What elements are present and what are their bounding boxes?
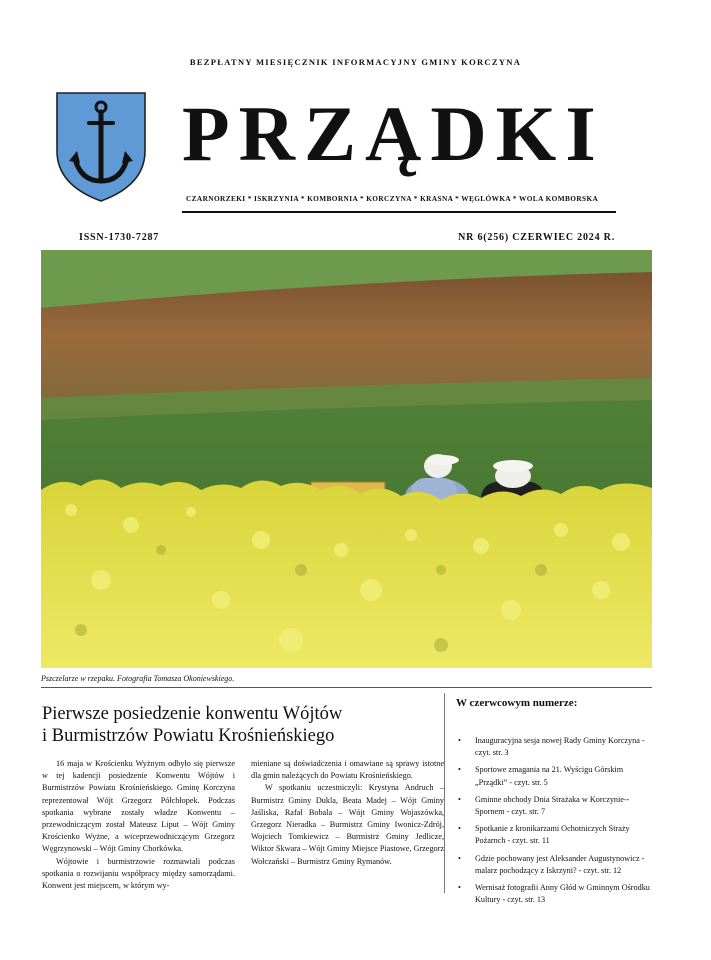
toc-item[interactable]: [458, 823, 654, 847]
bullet-icon: •: [458, 794, 461, 804]
tagline: BEZPŁATNY MIESIĘCZNIK INFORMACYJNY GMINY KORCZYNA: [189, 57, 522, 67]
toc-item-label: Spotkanie z kronikarzami Ochotniczych Straży Pożarnch - czyt. str. 11: [475, 824, 630, 846]
article-paragraph: mieniane są doświadczenia i omawiane są sprawy istotne dla gmin należących do Powiatu Krośnieńskiego.: [251, 759, 444, 781]
column-divider: [444, 693, 445, 893]
header-rule: [182, 211, 616, 213]
caption-rule: [41, 687, 652, 688]
article-column-2: [251, 758, 444, 868]
issue-number: NR 6(256) CZERWIEC 2024 R.: [458, 232, 615, 243]
toc-item-label: Gminne obchody Dnia Strażaka w Korczynie--Spornem - czyt. str. 7: [475, 794, 630, 817]
toc-item-label: Sportowe zmagania na 21. Wyścigu Górskim „Prządki” - czyt. str. 5: [475, 765, 624, 787]
headline-line-1: Pierwsze posiedzenie konwentu Wójtów: [42, 704, 343, 724]
toc-item[interactable]: [458, 735, 654, 759]
masthead-title: PRZĄDKI: [182, 90, 605, 177]
toc-item[interactable]: [458, 764, 654, 788]
coat-of-arms: [55, 91, 147, 203]
anchor-icon: [55, 91, 147, 203]
article-paragraph: 16 maja w Krościenku Wyżnym odbyło się pierwsze w tej kadencji posiedzenie Konwentu Wójtów i Burmistrzów Powiatu Krośnieńskiego. Gminę Korczyna reprezentował Wójt Grzegorz Półchłopek. Podczas spotkania wybrane zostały władze Konwentu – przewodniczącym został Mateusz Liput – Wójt Gminy Krościenko Wyżne, a wiceprzewodniczącym Grzegorz Węgrzynowski – Wójt Gminy Chorkówka.: [42, 759, 235, 854]
cover-photo: [41, 250, 652, 668]
toc-list: [458, 735, 654, 911]
toc-item[interactable]: [458, 882, 654, 906]
bullet-icon: •: [458, 736, 461, 745]
toc-item-label: Inauguracyjna sesja nowej Rady Gminy Korczyna - czyt. str. 3: [475, 736, 645, 758]
headline-line-2: i Burmistrzów Powiatu Krośnieńskiego: [42, 726, 335, 746]
village-list: CZARNORZEKI * ISKRZYNIA * KOMBORNIA * KORCZYNA * KRASNA * WĘGLÓWKA * WOLA KOMBORSKA: [186, 194, 599, 203]
bullet-icon: •: [458, 883, 461, 893]
toc-item-label: Wernisaż fotografii Anny Głód w Gminnym Ośrodku Kultury - czyt. str. 13: [475, 883, 650, 905]
article-paragraph: W spotkaniu uczestniczyli: Krystyna Andruch – Burmistrz Gminy Dukla, Beata Madej – Wójt Gminy Jaśliska, Rafał Bobala – Wójt Gminy Wojaszówka, Grzegorz Nieradka – Burmistrz Gminy Iwonicz-Zdrój, Wojciech Tomkiewicz – Burmistrz Gminy Jedlicze, Wiktor Skwara – Wójt Gminy Miejsce Piastowe, Grzegorz Wołczański – Burmistrz Gminy Rymanów.: [251, 783, 444, 866]
bullet-icon: •: [458, 853, 461, 863]
article-headline: [42, 703, 437, 747]
article-paragraph: Wójtowie i burmistrzowie rozmawiali podczas spotkania o rozwijaniu współpracy między samorządami. Konwent jest miejscem, w którym wy-: [42, 856, 235, 891]
bullet-icon: •: [458, 765, 461, 775]
article-column-1: [42, 758, 235, 892]
bullet-icon: •: [458, 824, 461, 834]
toc-title: W czerwcowym numerze:: [456, 697, 578, 709]
photo-caption: Pszczelarze w rzepaku. Fotografia Tomasza Okoniewskiego.: [41, 674, 235, 683]
toc-item[interactable]: [458, 794, 654, 818]
issn-number: ISSN-1730-7287: [79, 232, 160, 243]
toc-item[interactable]: [458, 853, 654, 877]
toc-item-label: Gdzie pochowany jest Aleksander Augustynowicz - malarz pochodzący z Iskrzyni? - czyt. str. 12: [475, 853, 645, 875]
